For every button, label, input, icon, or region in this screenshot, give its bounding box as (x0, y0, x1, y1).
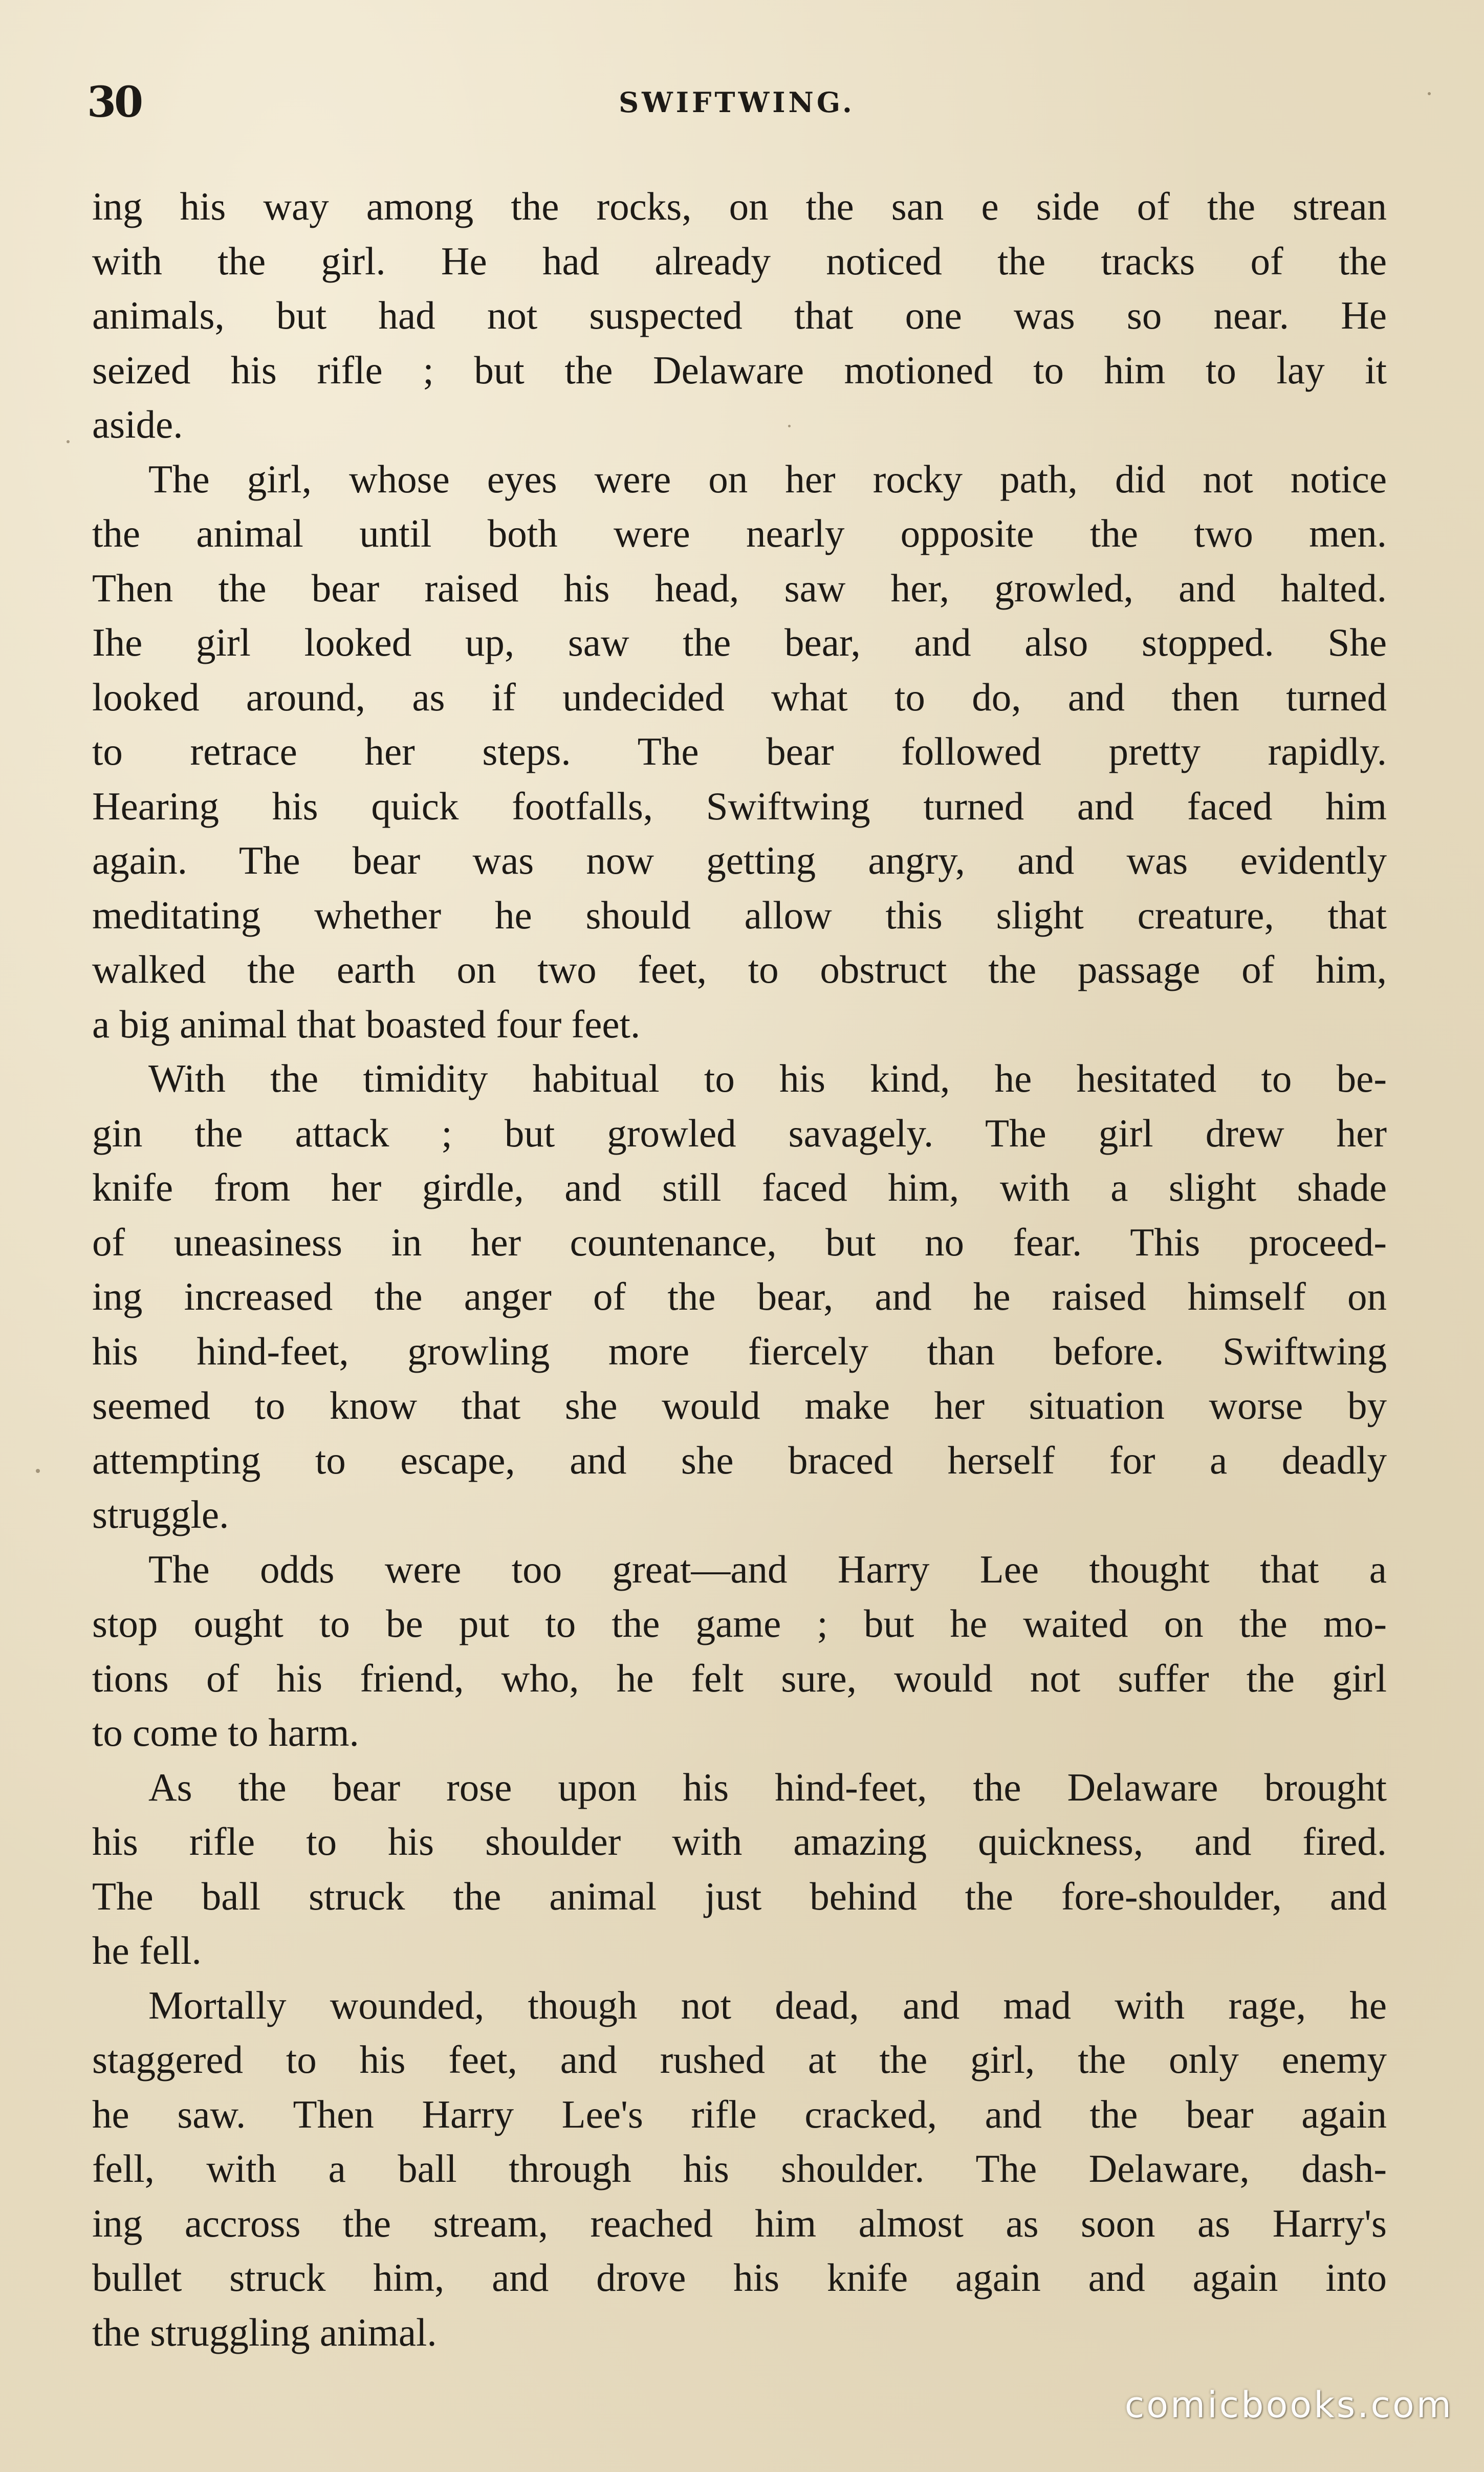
text-line: Ihe girl looked up, saw the bear, and also stopped. She (92, 620, 1387, 664)
text-line: ing increased the anger of the bear, and he raised himself on (92, 1274, 1387, 1318)
text-line: knife from her girdle, and still faced him, with a slight shade (92, 1165, 1387, 1209)
text-line: aside. (92, 402, 183, 446)
text-line: a big animal that boasted four feet. (92, 1002, 641, 1046)
text-line: Then the bear raised his head, saw her, growled, and halted. (92, 566, 1387, 610)
text-line: gin the attack ; but growled savagely. The girl drew her (92, 1111, 1387, 1155)
text-line: staggered to his feet, and rushed at the girl, the only enemy (92, 2037, 1387, 2081)
paragraph (92, 1760, 1387, 1978)
text-line: bullet struck him, and drove his knife again and again into (92, 2256, 1387, 2300)
text-line: animals, but had not suspected that one was so near. He (92, 293, 1387, 337)
watermark-text: comicbooks.com (1124, 2384, 1453, 2426)
text-line: looked around, as if undecided what to do, and then turned (92, 675, 1387, 719)
text-line: ing his way among the rocks, on the san e side of the strean (92, 184, 1387, 228)
paragraph (92, 179, 1387, 452)
text-line: The girl, whose eyes were on her rocky path, did not notice (148, 457, 1387, 501)
text-line: the struggling animal. (92, 2310, 437, 2354)
text-line: stop ought to be put to the game ; but he waited on the mo- (92, 1601, 1387, 1645)
text-line: ing accross the stream, reached him almost as soon as Harry's (92, 2201, 1387, 2245)
page-number: 30 (87, 78, 142, 127)
text-line: fell, with a ball through his shoulder. The Delaware, dash- (92, 2146, 1387, 2191)
running-head: SWIFTWING. (619, 86, 855, 119)
print-speck (1428, 92, 1431, 95)
text-line: struggle. (92, 1492, 229, 1536)
text-line: again. The bear was now getting angry, and was evidently (92, 838, 1387, 882)
paragraph (92, 452, 1387, 1052)
text-line: The ball struck the animal just behind the fore-shoulder, and (92, 1874, 1387, 1918)
text-line: seemed to know that she would make her situation worse by (92, 1383, 1387, 1427)
text-line: meditating whether he should allow this slight creature, that (92, 893, 1387, 937)
text-line: to come to harm. (92, 1710, 359, 1754)
print-speck (67, 440, 70, 443)
text-line: The odds were too great—and Harry Lee thought that a (148, 1547, 1387, 1591)
paragraph (92, 1542, 1387, 1760)
text-line: attempting to escape, and she braced herself for a deadly (92, 1438, 1387, 1482)
text-line: the animal until both were nearly opposite the two men. (92, 511, 1387, 555)
paragraph (92, 1051, 1387, 1542)
text-line: seized his rifle ; but the Delaware motioned to him to lay it (92, 348, 1387, 392)
text-line: he saw. Then Harry Lee's rifle cracked, and the bear again (92, 2092, 1387, 2136)
text-line: Hearing his quick footfalls, Swiftwing turned and faced him (92, 784, 1387, 828)
page-header (87, 77, 1387, 128)
text-line: to retrace her steps. The bear followed pretty rapidly. (92, 729, 1387, 773)
text-line: of uneasiness in her countenance, but no fear. This proceed- (92, 1220, 1387, 1264)
text-line: Mortally wounded, though not dead, and mad with rage, he (148, 1983, 1387, 2027)
text-line: he fell. (92, 1928, 202, 1972)
body-text (92, 179, 1387, 2359)
paragraph (92, 1978, 1387, 2360)
print-speck (788, 425, 791, 427)
text-line: walked the earth on two feet, to obstruct the passage of him, (92, 947, 1387, 991)
text-line: with the girl. He had already noticed the tracks of the (92, 238, 1387, 283)
text-line: his rifle to his shoulder with amazing quickness, and fired. (92, 1819, 1387, 1863)
text-line: With the timidity habitual to his kind, he hesitated to be- (148, 1056, 1387, 1100)
print-speck (36, 1469, 40, 1473)
text-line: his hind-feet, growling more fiercely than before. Swiftwing (92, 1329, 1387, 1373)
text-line: tions of his friend, who, he felt sure, would not suffer the girl (92, 1656, 1387, 1700)
text-line: As the bear rose upon his hind-feet, the Delaware brought (148, 1765, 1387, 1809)
